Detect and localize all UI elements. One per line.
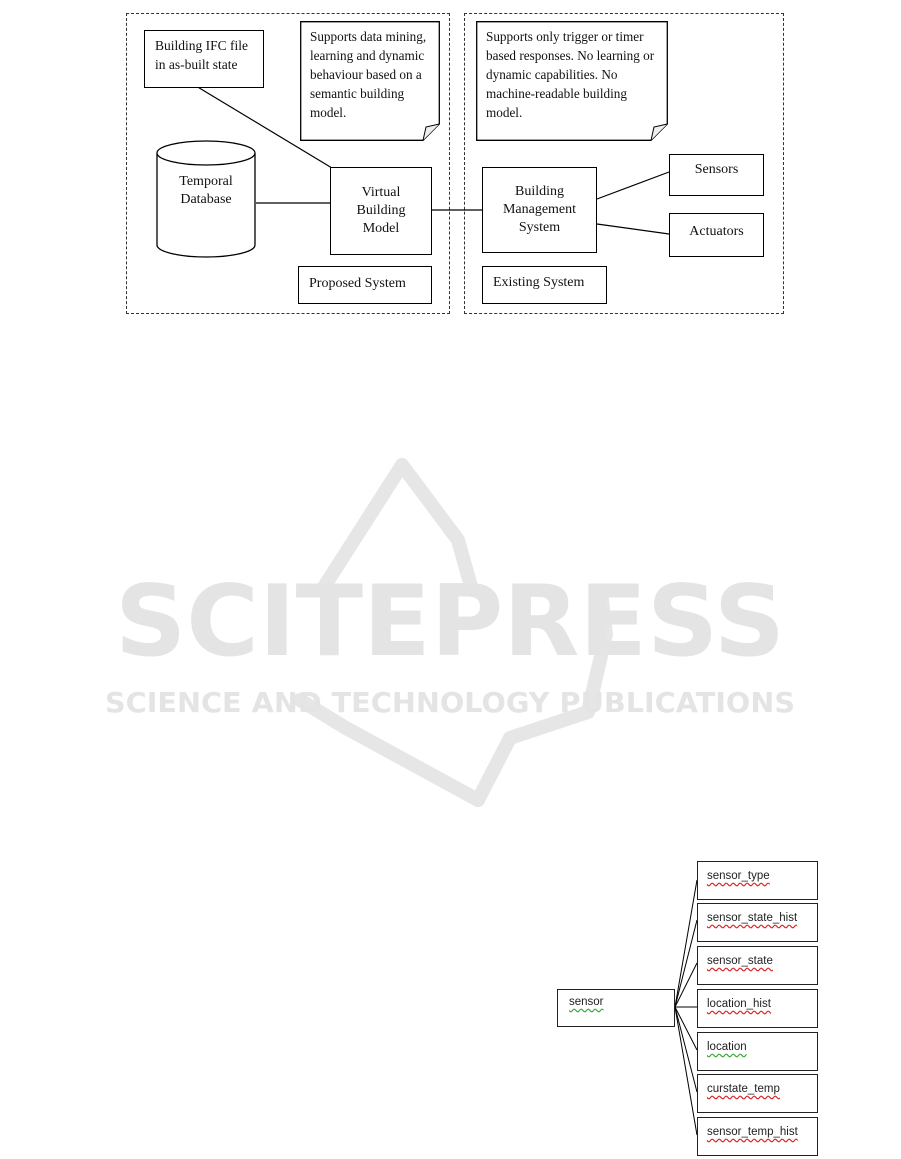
watermark-main: SCITEPRESS <box>115 565 785 679</box>
sensors-label: Sensors <box>694 162 739 177</box>
attr-label: location <box>707 1041 747 1053</box>
attr-label: sensor_type <box>707 870 770 882</box>
temporal-database-label: Temporal Database <box>179 174 233 207</box>
watermark-sub: SCIENCE AND TECHNOLOGY PUBLICATIONS <box>105 686 795 719</box>
attr-label: curstate_temp <box>707 1083 780 1095</box>
existing-note-text: Supports only trigger or timer based responses. No learning or dynamic capabilities. No machine-readable building model. <box>486 29 655 120</box>
attr-box <box>697 989 818 1028</box>
attr-box <box>697 861 818 900</box>
attr-box <box>697 946 818 985</box>
attr-label: sensor_state_hist <box>707 912 798 924</box>
proposed-system-label: Proposed System <box>309 276 406 291</box>
actuators-label: Actuators <box>689 224 744 239</box>
proposed-note-text: Supports data mining, learning and dynamic behaviour based on a semantic building model. <box>310 29 427 120</box>
bms-label: Building Management System <box>502 184 577 235</box>
attr-label: sensor_state <box>707 955 773 967</box>
attr-label: sensor_temp_hist <box>707 1126 798 1138</box>
ifc-file-label: Building IFC file in as-built state <box>155 38 249 72</box>
attr-box <box>697 1032 818 1071</box>
existing-system-label: Existing System <box>493 275 585 290</box>
attr-box <box>697 1117 818 1156</box>
attr-label: location_hist <box>707 998 771 1010</box>
virtual-building-model-label: Virtual Building Model <box>356 185 406 236</box>
sensor-root-label: sensor <box>569 996 604 1008</box>
attr-box <box>697 903 818 942</box>
sensor-root-box <box>557 989 675 1027</box>
attr-box <box>697 1074 818 1113</box>
